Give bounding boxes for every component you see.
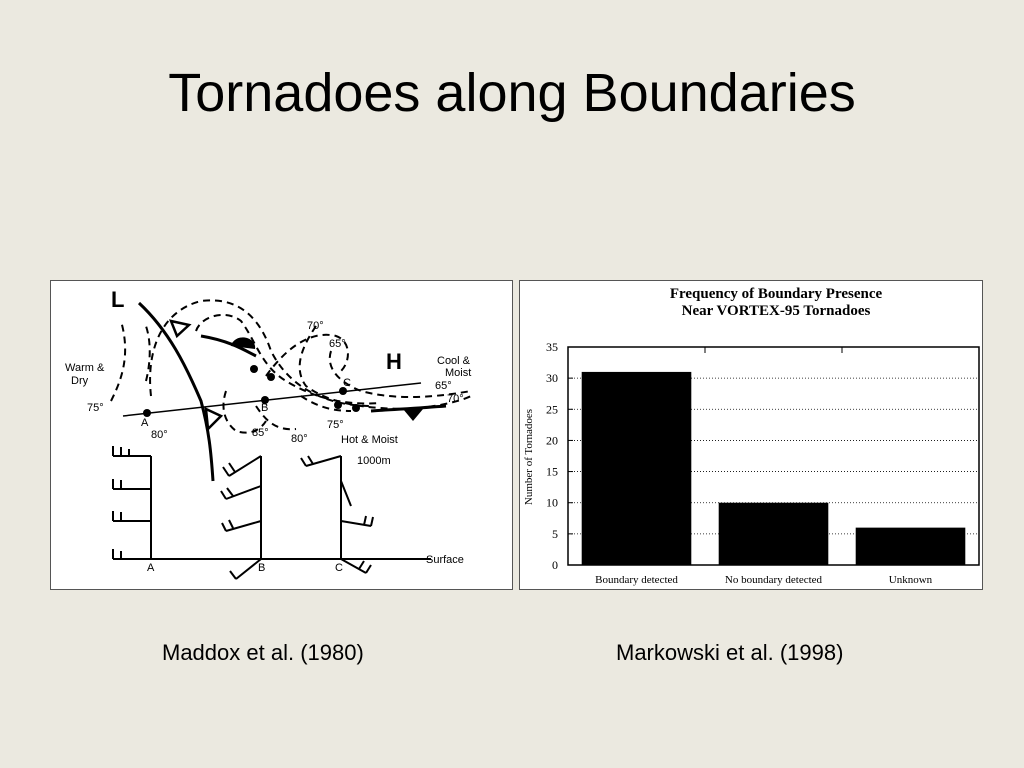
y-axis-label: Number of Tornadoes [523,408,535,506]
point-label: C [343,377,351,389]
level-label: 1000m [357,455,391,467]
warm-dry-label: Warm & [65,362,105,374]
y-tick-label: 30 [546,371,558,386]
category-label: No boundary detected [724,574,823,586]
boundary-schematic-image [50,280,513,590]
warm-front-triangle [403,409,423,421]
bar [719,503,829,565]
y-tick-label: 35 [546,340,558,354]
low-pressure-label: L [111,287,125,312]
surface-label: Surface [426,554,464,566]
boundary-frequency-chart [520,281,982,589]
point-label: A [141,417,149,429]
caption-markowski: Markowski et al. (1998) [616,640,844,665]
category-label: Unknown [888,574,933,586]
boundary-schematic [51,281,512,589]
isotherm-label: 75° [87,402,104,414]
isotherm-label: 80° [151,429,168,441]
isotherm-label: 65° [329,338,346,350]
y-tick-label: 15 [546,464,558,479]
boundary-frequency-chart-image [519,280,983,590]
chart-subtitle: Near VORTEX-95 Tornadoes [681,303,871,319]
y-tick-label: 10 [546,495,558,510]
bar [856,528,966,565]
bar [582,372,692,565]
profile-point-label: B [258,562,266,574]
hot-moist-label: Hot & Moist [341,434,398,446]
slide-title: Tornadoes along Boundaries [168,63,856,123]
isotherm-label: 70° [307,320,324,332]
caption-maddox: Maddox et al. (1980) [162,640,364,665]
point-label: B [261,402,269,414]
category-label: Boundary detected [595,574,678,586]
chart-title: Frequency of Boundary Presence [669,286,883,302]
y-ticks [546,340,573,572]
station-marker [143,409,151,417]
cool-moist-label: Moist [445,367,472,379]
category-labels [595,574,933,586]
high-pressure-label: H [386,349,402,374]
bars [582,347,966,565]
isotherm-label: 85° [252,427,269,439]
profile-point-label: C [335,562,343,574]
cold-front-triangle [206,409,221,429]
cold-front-triangle [171,321,189,336]
y-tick-label: 0 [552,558,558,572]
isotherm-label: 75° [327,419,344,431]
isotherm-label: 80° [291,433,308,445]
isotherm-label: 65° [435,380,452,392]
isotherm-label: 70° [447,393,464,405]
cool-moist-label: Cool & [437,355,471,367]
y-tick-label: 20 [546,433,558,448]
y-tick-label: 5 [552,526,558,541]
warm-dry-label: Dry [71,375,89,387]
profile-point-label: A [147,562,155,574]
y-tick-label: 25 [546,402,558,417]
